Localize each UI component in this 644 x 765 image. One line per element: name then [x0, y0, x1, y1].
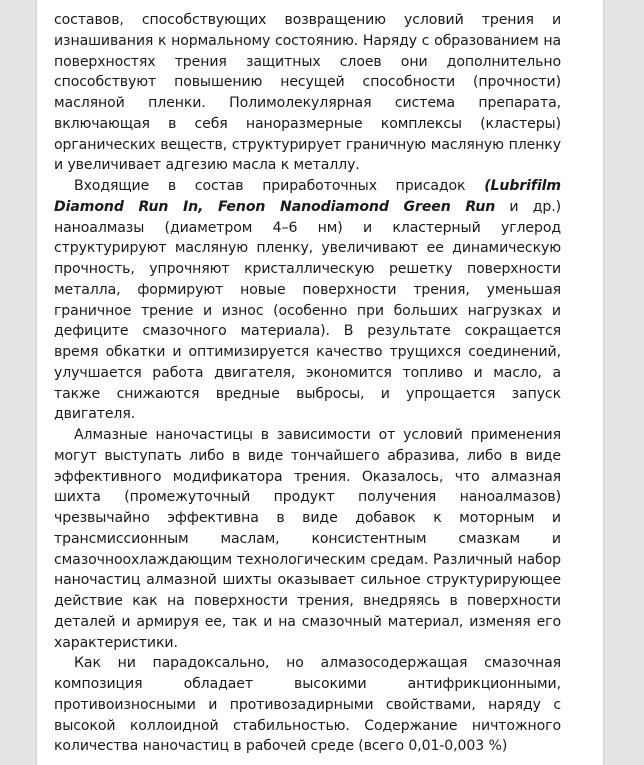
paragraph-1-text: составов, способствующих возвращению условий трения и изнашивания к нормальному состоянию. Наряду с образованием на поверхностях трения защитных слоев они дополнительно способствуют повышению несущей способности (прочности) масляной пленки. Полимолекулярная система препарата, включающая в себя наноразмерные комплексы (кластеры) органических веществ, структурирует граничную масляную пленку и увеличивает адгезию масла к металлу.	[54, 12, 561, 174]
paragraph-2	[54, 176, 561, 425]
paragraph-4	[54, 653, 561, 757]
paragraph-3-text: Алмазные наночастицы в зависимости от условий применения могут выступать либо в виде тончайшего абразива, либо в виде эффективного модификатора трения. Оказалось, что алмазная шихта (промежуточный продукт получения наноалмазов) чрезвычайно эффективна в виде добавок к моторным и трансмиссионным маслам, консистентным смазкам и смазочноохлаждающим технологическим средам. Различный набор наночастиц алмазной шихты оказывает сильное структурирующее действие как на поверхности трения, внедряясь в поверхности деталей и армируя ее, так и на смазочный материал, изменяя его характеристики.	[54, 427, 561, 651]
paragraph-3	[54, 425, 561, 653]
product-names-emphasis: (Lubrifilm Diamond Run In, Fenon Nanodiamond Green Run	[54, 178, 561, 215]
paragraph-1	[54, 10, 561, 176]
document-body	[54, 10, 561, 757]
paragraph-2-text-rest: и др.) наноалмазы (диаметром 4–6 нм) и кластерный углерод структурируют масляную пленку, увеличивают ее динамическую прочность, упрочняют кристаллическую решетку поверхности металла, формируют новые поверхности трения, уменьшая граничное трение и износ (особенно при больших нагрузках и дефиците смазочного материала). В результате сокращается время обкатки и оптимизируется качество трущихся соединений, улучшается работа двигателя, экономится топливо и масло, а также снижаются вредные выбросы, и упрощается запуск двигателя.	[54, 198, 561, 423]
paragraph-2-text-start: Входящие в состав приработочных присадок	[74, 178, 485, 194]
paragraph-4-text: Как ни парадоксально, но алмазосодержащая смазочная композиция обладает высокими антифрикционными, противоизносными и противозадирными свойствами, наряду с высокой коллоидной стабильностью. Содержание ничтожного количества наночастиц в рабочей среде (всего 0,01-0,003 %)	[54, 655, 561, 755]
